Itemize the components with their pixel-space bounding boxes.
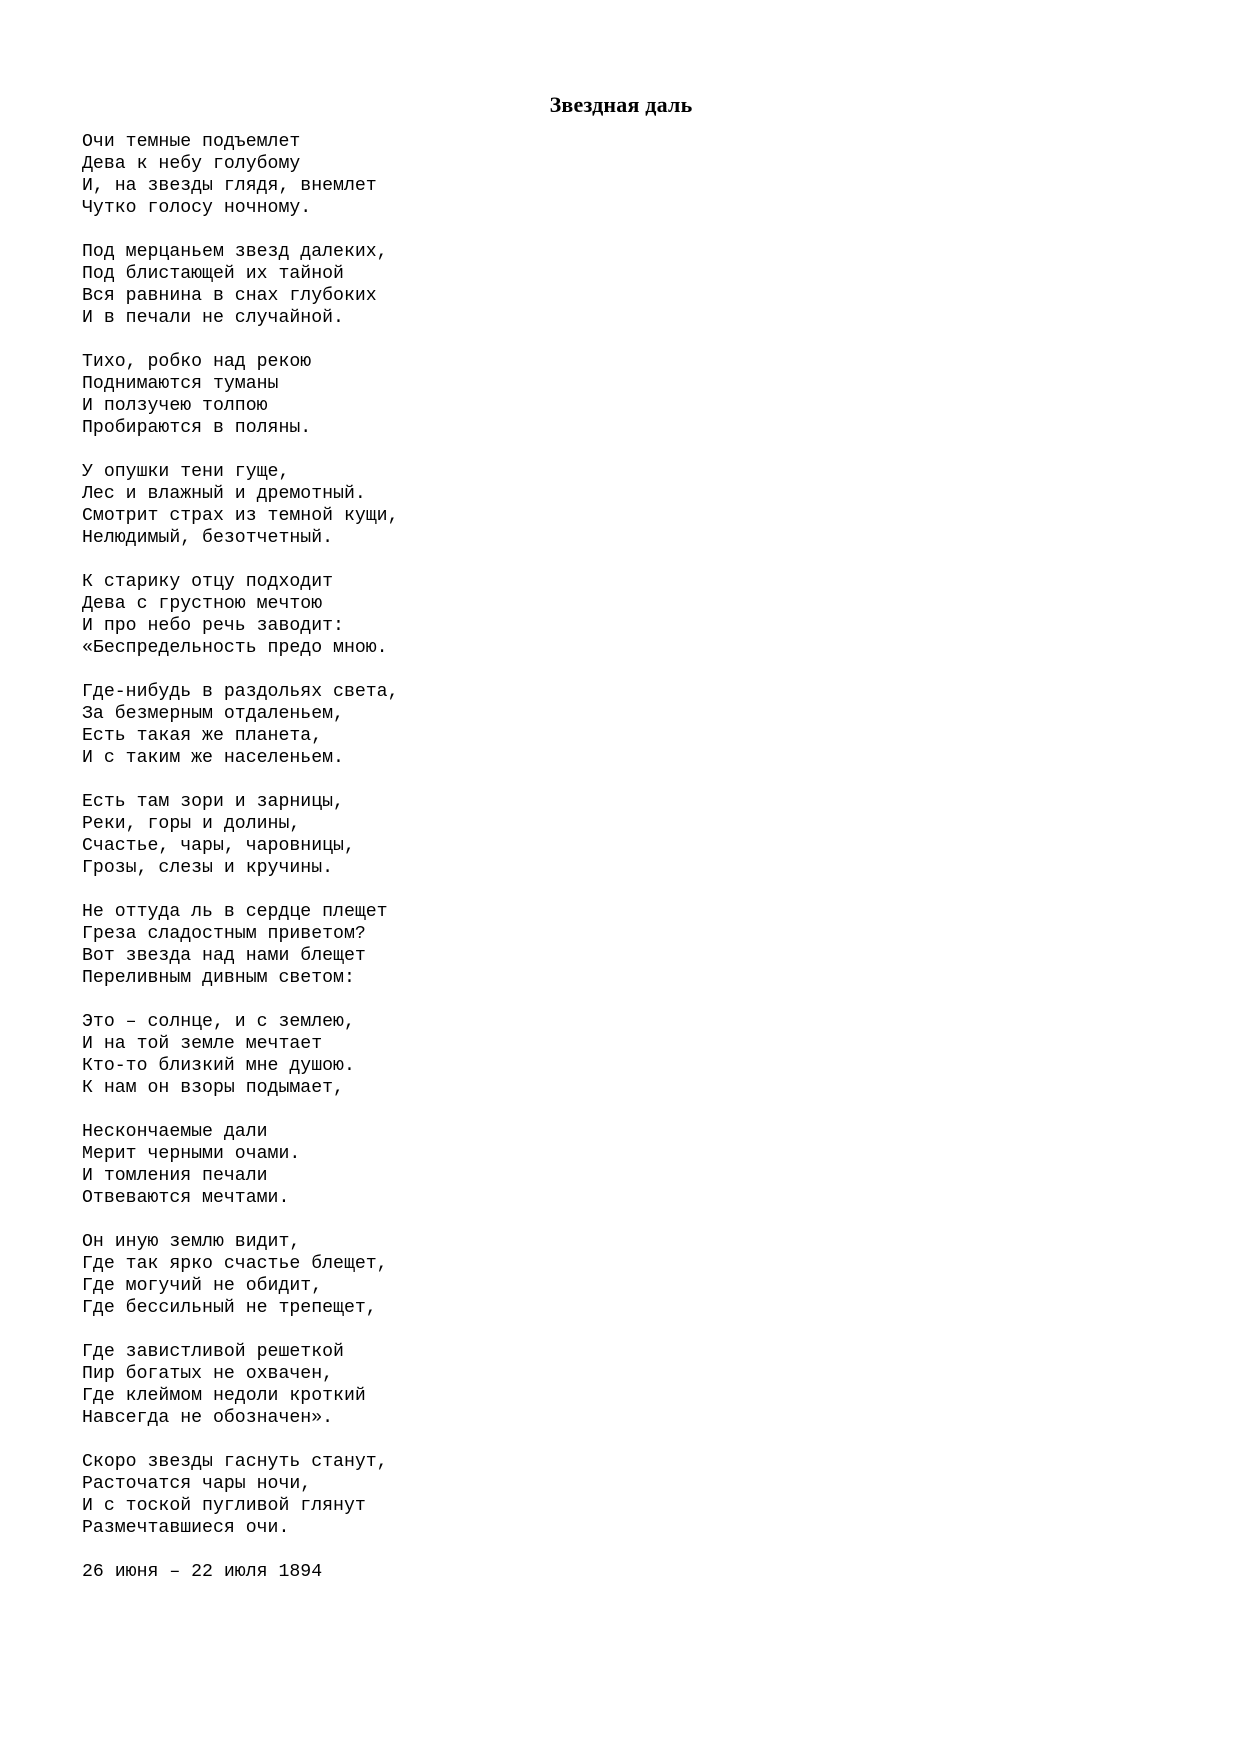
stanza [82,901,782,989]
stanza [82,571,782,659]
poem-line: Тихо, робко над рекою [82,352,312,372]
poem-line: Под блистающей их тайной [82,264,344,284]
poem-line: Чутко голосу ночному. [82,198,312,218]
poem-line: У опушки тени гуще, [82,462,290,482]
poem-line: Не оттуда ль в сердце плещет [82,902,388,922]
poem-line: Реки, горы и долины, [82,814,301,834]
stanza [82,241,782,329]
stanza [82,791,782,879]
stanza [82,1121,782,1209]
poem-line: И ползучею толпою [82,396,268,416]
poem-line: И с тоской пугливой глянут [82,1496,366,1516]
poem-line: Где бессильный не трепещет, [82,1298,377,1318]
poem-line: И томления печали [82,1166,268,1186]
poem-line: Это – солнце, и с землею, [82,1012,355,1032]
poem-line: Грозы, слезы и кручины. [82,858,334,878]
poem-line: Где могучий не обидит, [82,1276,323,1296]
poem-line: И, на звезды глядя, внемлет [82,176,377,196]
poem-body [82,131,782,1583]
poem-date: 26 июня – 22 июля 1894 [82,1562,323,1582]
poem-line: Дева к небу голубому [82,154,301,174]
stanza [82,131,782,219]
poem-line: И в печали не случайной. [82,308,344,328]
poem-line: К нам он взоры подымает, [82,1078,344,1098]
stanza [82,1231,782,1319]
poem-line: Где-нибудь в раздольях света, [82,682,399,702]
poem-line: Пробираются в поляны. [82,418,312,438]
poem-line: К старику отцу подходит [82,572,334,592]
poem-line: Есть там зори и зарницы, [82,792,344,812]
poem-line: Нелюдимый, безотчетный. [82,528,334,548]
poem-line: Где завистливой решеткой [82,1342,344,1362]
poem-line: Есть такая же планета, [82,726,323,746]
poem-line: Кто-то близкий мне душою. [82,1056,355,1076]
poem-line: Нескончаемые дали [82,1122,268,1142]
poem-line: Смотрит страх из темной кущи, [82,506,399,526]
stanza [82,461,782,549]
poem-line: Он иную землю видит, [82,1232,301,1252]
poem-line: И с таким же населеньем. [82,748,344,768]
stanza [82,1341,782,1429]
stanza [82,1011,782,1099]
stanza [82,1451,782,1539]
poem-line: Мерит черными очами. [82,1144,301,1164]
poem-line: Вся равнина в снах глубоких [82,286,377,306]
poem-line: Греза сладостным приветом? [82,924,366,944]
poem-line: Пир богатых не охвачен, [82,1364,334,1384]
poem-line: Где клеймом недоли кроткий [82,1386,366,1406]
poem-line: Скоро звезды гаснуть станут, [82,1452,388,1472]
poem-line: И про небо речь заводит: [82,616,344,636]
poem-line: Отвеваются мечтами. [82,1188,290,1208]
poem-line: И на той земле мечтает [82,1034,323,1054]
stanza [82,351,782,439]
poem-line: Навсегда не обозначен». [82,1408,334,1428]
poem-line: Дева с грустною мечтою [82,594,323,614]
stanza [82,681,782,769]
poem-line: Поднимаются туманы [82,374,279,394]
poem-line: Расточатся чары ночи, [82,1474,312,1494]
poem-line: Счастье, чары, чаровницы, [82,836,355,856]
poem-line: Под мерцаньем звезд далеких, [82,242,388,262]
poem-line: Лес и влажный и дремотный. [82,484,366,504]
poem-line: «Беспредельность предо мною. [82,638,388,658]
poem-line: Очи темные подъемлет [82,132,301,152]
poem-line: За безмерным отдаленьем, [82,704,344,724]
poem-line: Переливным дивным светом: [82,968,355,988]
poem-line: Где так ярко счастье блещет, [82,1254,388,1274]
poem-line: Размечтавшиеся очи. [82,1518,290,1538]
poem-line: Вот звезда над нами блещет [82,946,366,966]
poem-title: Звездная даль [549,92,693,117]
